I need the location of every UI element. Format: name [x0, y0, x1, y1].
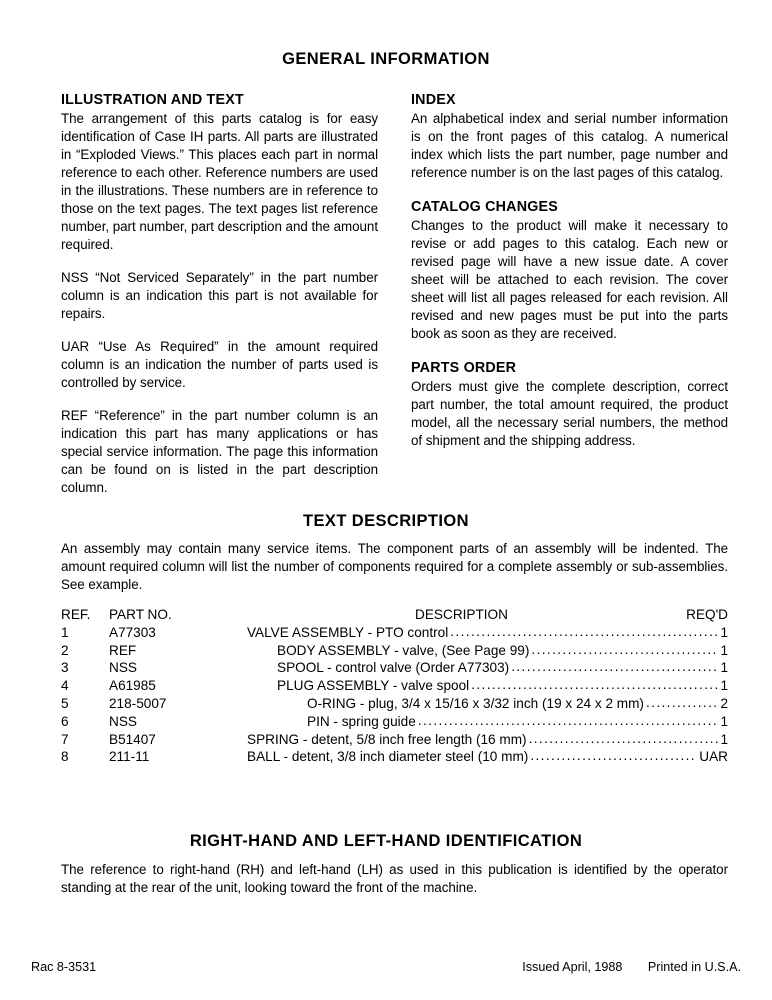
left-column [61, 92, 378, 497]
cell-ref: 8 [61, 749, 69, 765]
description-text: BODY ASSEMBLY - valve, (See Page 99) [277, 642, 530, 658]
table-header-row [61, 606, 728, 624]
paragraph-ref: REF “Reference” in the part number column is an indication this part has many applications or has special service information. The page this information can be found on is listed in the part description column. [61, 408, 378, 496]
section-heading-parts-order: PARTS ORDER [411, 360, 517, 377]
dot-leader [471, 677, 718, 694]
paragraph-text-description-intro: An assembly may contain many service items. The component parts of an assembly will be indented. The amount required column will list the number of components required for a complete assembly or sub-assemblies. See example. [61, 541, 728, 593]
cell-reqd: 1 [720, 642, 728, 658]
dot-leader [529, 731, 719, 748]
page-footer [0, 960, 772, 980]
footer-catalog-code: Rac 8-3531 [31, 960, 97, 974]
cell-part-no: NSS [109, 713, 137, 729]
cell-description [247, 677, 728, 695]
cell-reqd: 1 [720, 660, 728, 676]
dot-leader [450, 624, 718, 641]
column-header-ref: REF. [61, 607, 91, 622]
cell-ref: 6 [61, 713, 69, 729]
cell-description [247, 731, 728, 749]
cell-ref: 1 [61, 624, 69, 640]
section-heading-illustration-and-text: ILLUSTRATION AND TEXT [61, 92, 244, 108]
cell-description [247, 713, 728, 731]
cell-part-no: 218-5007 [109, 695, 167, 711]
right-column [411, 92, 728, 450]
cell-reqd: 2 [720, 695, 728, 711]
table-row [61, 731, 728, 749]
description-text: VALVE ASSEMBLY - PTO control [247, 624, 449, 640]
cell-reqd: 1 [720, 731, 728, 747]
table-row [61, 677, 728, 695]
cell-part-no: NSS [109, 660, 137, 676]
paragraph-uar: UAR “Use As Required” in the amount required column is an indication the number of parts used is controlled by service. [61, 339, 378, 391]
paragraph-catalog-changes: Changes to the product will make it necessary to revise or add pages to this catalog. Each new or revised page will have a new issue date. A cover sheet will be attached to each revision. The cover sheet will list all pages released for each revision. All revised and new pages must be put into the parts book as soon as they are received. [411, 217, 728, 342]
cell-ref: 2 [61, 642, 69, 658]
paragraph-index: An alphabetical index and serial number information is on the front pages of this catalog. A numerical index which lists the part number, page number and reference number is on the last pages of this catalog. [411, 110, 728, 180]
cell-description [247, 659, 728, 677]
description-text: PLUG ASSEMBLY - valve spool [277, 678, 470, 694]
footer-right-group [522, 960, 741, 974]
cell-description [247, 642, 728, 660]
footer-printed-in: Printed in U.S.A. [647, 960, 741, 974]
column-header-description: DESCRIPTION [415, 607, 508, 622]
paragraph-illustration-and-text: The arrangement of this parts catalog is for easy identification of Case IH parts. All parts are illustrated in “Exploded Views.” This places each part in normal reference to each other. Reference numbers are used in the illustrations. These numbers are in reference to those on the text pages. The text pages list reference number, part number, part description and the amount required. [61, 110, 378, 253]
description-text: O-RING - plug, 3/4 x 15/16 x 3/32 inch (19 x 24 x 2 mm) [307, 695, 644, 711]
cell-ref: 3 [61, 660, 69, 676]
cell-description [247, 748, 728, 766]
cell-description [247, 695, 728, 713]
spacer [61, 254, 378, 269]
cell-reqd: UAR [699, 749, 728, 765]
cell-ref: 5 [61, 695, 69, 711]
cell-ref: 7 [61, 731, 69, 747]
table-row [61, 695, 728, 713]
cell-part-no: A61985 [109, 678, 156, 694]
table-row [61, 624, 728, 642]
section-heading-catalog-changes: CATALOG CHANGES [411, 198, 559, 215]
spacer [61, 323, 378, 338]
dot-leader [511, 659, 718, 676]
table-body [61, 624, 728, 766]
cell-reqd: 1 [720, 678, 728, 694]
table-row [61, 748, 728, 766]
cell-part-no: B51407 [109, 731, 156, 747]
column-header-reqd: REQ'D [686, 607, 728, 622]
description-text: BALL - detent, 3/8 inch diameter steel (10 mm) [247, 749, 529, 765]
page-title: GENERAL INFORMATION [282, 50, 490, 68]
parts-table [61, 606, 728, 766]
table-row [61, 659, 728, 677]
paragraph-rh-lh: The reference to right-hand (RH) and left-hand (LH) as used in this publication is identified by the operator standing at the rear of the unit, looking toward the front of the machine. [61, 862, 728, 896]
paragraph-nss: NSS “Not Serviced Separately” in the part number column is an indication this part is not available for repairs. [61, 270, 378, 322]
cell-description [247, 624, 728, 642]
dot-leader [646, 695, 718, 712]
description-text: PIN - spring guide [307, 713, 416, 729]
section-title-text-description: TEXT DESCRIPTION [303, 512, 469, 530]
section-title-rh-lh-identification: RIGHT-HAND AND LEFT-HAND IDENTIFICATION [189, 832, 583, 850]
cell-ref: 4 [61, 678, 69, 694]
column-header-part-no: PART NO. [109, 607, 172, 622]
dot-leader [418, 713, 719, 730]
cell-part-no: 211-11 [109, 749, 150, 765]
section-heading-index: INDEX [411, 92, 456, 108]
cell-reqd: 1 [720, 713, 728, 729]
description-text: SPRING - detent, 5/8 inch free length (16 mm) [247, 731, 527, 747]
table-row [61, 642, 728, 660]
table-row [61, 713, 728, 731]
cell-reqd: 1 [720, 624, 728, 640]
dot-leader [531, 642, 718, 659]
spacer [411, 182, 728, 199]
footer-issued-date: Issued April, 1988 [522, 960, 623, 974]
cell-part-no: A77303 [109, 624, 156, 640]
cell-part-no: REF [109, 642, 137, 658]
description-text: SPOOL - control valve (Order A77303) [277, 660, 510, 676]
dot-leader [530, 748, 697, 765]
paragraph-parts-order: Orders must give the complete description, correct part number, the total amount required, the product model, all the necessary serial numbers, the method of shipment and the shipping address. [411, 378, 728, 449]
spacer [61, 392, 378, 407]
spacer [411, 343, 728, 360]
